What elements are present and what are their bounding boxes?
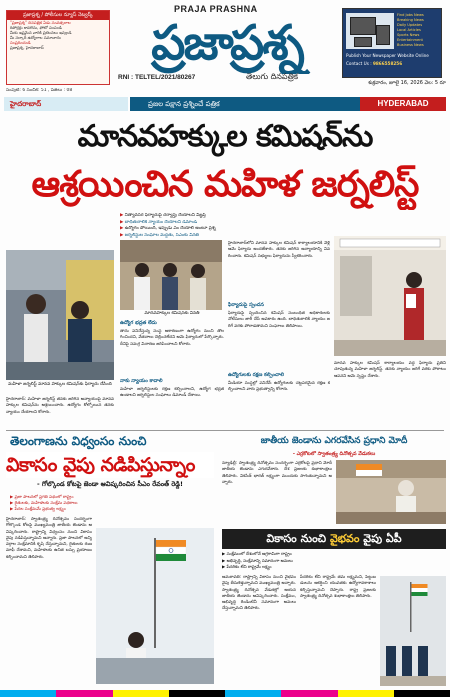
print-color-bar xyxy=(0,690,450,697)
ad-feature: Breaking News xyxy=(397,18,424,22)
modi-photo xyxy=(336,460,446,524)
brand-name-telugu: ప్రజాప్రశ్న xyxy=(151,15,303,71)
lead-headline-line-1: మానవహక్కుల కమిషన్‌ను xyxy=(77,119,373,154)
ad-contact xyxy=(346,61,402,66)
journalist-photo xyxy=(6,250,114,380)
ad-feature: Local Articles xyxy=(397,28,421,32)
brand-name-english: PRAJA PRASHNA xyxy=(174,4,258,14)
commission-photo-caption: మానవహక్కుల కమిషన్‌కు వినతి xyxy=(144,311,200,316)
ap-article-body-2: పేదరికం లేని రాష్ట్రమే తమ లక్ష్యమని, పెట్టుబడులను ఆకర్షించి యువతకు ఉద్యోగావకాశాలు కల్పిస్తున్నామని చెప్పారు. రాష్ట్ర ప్రజలకు స్వాతంత్ర్య దినోత్సవ శుభాకాంక్షలు తెలిపారు. xyxy=(300,574,376,598)
dateline: శుక్రవారం, జూలై 16, 2026 వెల: 5 రూ xyxy=(367,80,446,86)
devices-illustration xyxy=(346,13,394,49)
telangana-bullets xyxy=(10,494,214,512)
ad-contact-phone: 9866558256 xyxy=(372,61,403,66)
telangana-bullet: ▶ రైతులకు, మహిళలకు సంక్షేమ పథకాలు xyxy=(10,500,78,505)
article-body-middle: హైదరాబాద్‌లోని మానవ హక్కుల కమిషన్ కార్యాలయానికి వెళ్లి ఆమె ఫిర్యాదు అందజేశారు. తనకు జరిగిన అన్యాయాన్ని వివరించారు. కమిషన్ సభ్యులు ఫిర్యాదును స్వీకరించారు. xyxy=(228,240,330,258)
ad-feature: Business News xyxy=(397,43,424,47)
modi-headline: జాతీయ జెండాను ఎగరవేసిన ప్రధాని మోదీ xyxy=(260,436,408,446)
modi-subtitle: - ఎర్రకోటలో స్వాతంత్ర్య దినోత్సవ వేడుకలు xyxy=(292,451,376,457)
ap-parade-photo xyxy=(380,576,446,686)
issue-meta: సంపుటి: 6 సంచిక: 51 , పేజీలు : 08 xyxy=(6,88,73,93)
ap-bullet: ▶ అభివృద్ధి, సంక్షేమాన్ని సమానంగా అమలు xyxy=(222,557,293,563)
telangana-headline-top: తెలంగాణను విధ్వంసం నుంచి xyxy=(10,434,147,448)
modi-article-body: న్యూఢిల్లీ: స్వాతంత్ర్య దినోత్సవం సందర్భంగా ఎర్రకోటపై ప్రధాని మోదీ జాతీయ జెండాను ఎగురవేశారు. దేశ ప్రజలకు శుభాకాంక్షలు తెలిపారు. వికసిత్ భారత్ లక్ష్యంగా ముందుకు సాగుతున్నామని అన్నారు. xyxy=(222,460,332,484)
ad-feature: Entertainment xyxy=(397,38,423,42)
ad-cta: Publish Your Newspaper Website Online xyxy=(346,53,429,58)
section-divider xyxy=(6,430,444,431)
article-body-left: హైదరాబాద్: మహిళా జర్నలిస్ట్ తనకు జరిగిన అన్యాయంపై మానవ హక్కుల కమిషన్‌ను ఆశ్రయించారు. ఉద్యోగం కోల్పోయిన తనకు న్యాయం చేయాలని కోరారు. xyxy=(6,396,114,414)
journalist-photo-caption: మహిళా జర్నలిస్ట్ మానవ హక్కుల కమిషన్‌కు ఫిర్యాదు చేసింది xyxy=(8,382,112,387)
commission-office-photo xyxy=(334,236,446,356)
ap-headline: వికాసం నుంచి వైభవం వైపు ఏపీ xyxy=(222,529,446,549)
edition-english: HYDERABAD xyxy=(360,97,446,111)
lead-bullet: ▶ బాధితురాలికి న్యాయం చేయాలని డిమాండ్ xyxy=(120,219,198,225)
article-body-right: మానవ హక్కుల కమిషన్ కార్యాలయం వద్ద ఫిర్యాదు ప్రతిని చూపుతున్న మహిళా జర్నలిస్ట్. తనకు న్యాయం జరిగే వరకు పోరాటం ఆపనని ఆమె స్పష్టం చేశారు. xyxy=(334,360,446,378)
article-body-middle-3: మీడియా సంస్థల్లో పనిచేసే ఉద్యోగులకు చట్టపరమైన రక్షణ కల్పించాలని వారు ప్రభుత్వాన్ని కోరారు. xyxy=(228,380,330,392)
promo-line: సంప్రదించండి xyxy=(10,40,31,45)
ad-feature-list xyxy=(397,13,441,48)
ad-feature: Find Jobs News xyxy=(397,13,424,17)
promo-line: ప్రజాప్రశ్న, హైదరాబాద్ xyxy=(10,45,44,50)
tagline: ప్రజల పక్షాన ప్రశ్నించే పత్రిక xyxy=(130,97,360,111)
promo-line: మీ సర్కారీ ఉద్యోగాల సమాచారం xyxy=(10,35,61,40)
telangana-headline-banner: వికాసం వైపు నడిపిస్తున్నాం xyxy=(6,452,214,478)
ad-contact-label: Contact Us : xyxy=(346,61,372,66)
ap-bullet: ▶ పేదరికం లేని రాష్ట్రమే లక్ష్యం xyxy=(222,564,272,569)
website-ad xyxy=(342,8,442,78)
rni-number: RNI : TELTEL/2021/80267 xyxy=(118,74,196,81)
article-body-center-2: మహిళా జర్నలిస్టులకు రక్షణ కల్పించాలని, ఉద్యోగ భద్రత ఉండాలని జర్నలిస్టుల సంఘాలు డిమాండ్ చేశాయి. xyxy=(120,386,224,398)
telangana-article-body: హైదరాబాద్: స్వాతంత్ర్య దినోత్సవం సందర్భంగా గోల్కొండ కోటపై ముఖ్యమంత్రి జాతీయ జెండాను ఆవిష్కరించారు. రాష్ట్రాన్ని విధ్వంసం నుంచి వికాసం వైపు నడిపిస్తున్నామని అన్నారు. ప్రజా పాలనలో అన్ని వర్గాల సంక్షేమానికి కృషి చేస్తున్నామని, రైతులకు రుణమాఫీ చేశామని, మహిళలకు ఉచిత బస్సు ప్రయాణం కల్పించామని తెలిపారు. xyxy=(6,516,92,559)
promo-line: మీకు ఇష్టమైన వారికి ప్రకటనలు ఇవ్వండి xyxy=(10,30,72,35)
lead-bullet: ▶ నిత్యావసర ఫిర్యాదుపై దర్యాప్తు చేయాలని విజ్ఞప్తి xyxy=(120,213,206,218)
telangana-bullet: ▶ పేదల సంక్షేమమే ప్రభుత్వ లక్ష్యం xyxy=(10,506,66,511)
article-body-middle-2: ఫిర్యాదుపై స్పందించిన కమిషన్ సంబంధిత అధికారులకు నోటీసులు జారీ చేసే అవకాశం ఉంది. బాధితురాలికి న్యాయం జరిగే వరకు పోరాడతామని సంఘాలు తెలిపాయి. xyxy=(228,310,330,328)
flag-hoisting-photo xyxy=(96,528,214,684)
strap-bar xyxy=(0,95,450,113)
ad-feature: Sports News xyxy=(397,33,420,37)
telangana-bullet: ▶ ప్రజా పాలనలో ప్రగతి పథంలో రాష్ట్రం xyxy=(10,494,74,499)
ad-feature: Daily Updates xyxy=(397,23,423,27)
telangana-subtitle: - గోల్కొండ కోటపై జెండా ఆవిష్కరించిన సీఎం రేవంత్ రెడ్డి! xyxy=(37,480,183,488)
ap-article-body: అమరావతి: రాష్ట్రాన్ని వికాసం నుంచి వైభవం వైపు తీసుకెళ్తున్నామని ముఖ్యమంత్రి అన్నారు. స్వాతంత్ర్య దినోత్సవ వేడుకల్లో ఆయన జాతీయ జెండాను ఆవిష్కరించారు. సంక్షేమం, అభివృద్ధి రెండింటినీ సమానంగా అమలు చేస్తున్నామని తెలిపారు. xyxy=(222,574,296,611)
promo-line: రిపోర్టర్లు కావలెను, ఫోటో పంపండి xyxy=(10,25,62,30)
subhead: ఉద్యోగులకు రక్షణ కల్పించాలి xyxy=(228,372,285,378)
promo-box xyxy=(6,10,110,85)
promo-title: ప్రజాప్రశ్న / పోలీసుల న్యూస్ నెట్వర్క్ xyxy=(7,11,109,20)
lead-bullet: ▶ ఉద్యోగం పోయింది, ఇప్పుడు ఏం చేయాలి అంటూ ప్రశ్న xyxy=(120,226,216,232)
ap-bullet: ▶ సంక్షేమంలో దేశంలోనే అగ్రగామిగా రాష్ట్రం xyxy=(222,551,292,556)
daily-label: తెలుగు దినపత్రిక xyxy=(246,72,299,81)
ap-bullets xyxy=(222,551,446,571)
edition-city: హైదరాబాద్ xyxy=(4,97,128,111)
article-body-center: తాను పనిచేస్తున్న సంస్థ అకారణంగా ఉద్యోగం నుంచి తొలగించిందని, వేతనాలు చెల్లించలేదని ఆమె ఫిర్యాదులో పేర్కొన్నారు. దీనిపై సమగ్ర విచారణ జరిపించాలని కోరారు. xyxy=(120,328,224,346)
promo-line: "ప్రజాప్రశ్న" దినపత్రిక ఏడు సంవత్సరాల xyxy=(10,20,71,25)
commission-photo xyxy=(120,240,222,310)
subhead: ఫిర్యాదుపై స్పందన xyxy=(228,302,264,308)
lead-bullet: ▶ జర్నలిస్టుల సంఘాల మద్దతు, సీఎంకు వినతి xyxy=(120,232,199,238)
subhead: ఉద్యోగ భద్రత లేదు xyxy=(120,320,157,326)
lead-headline-line-2: ఆశ్రయించిన మహిళ జర్నలిస్ట్ xyxy=(31,164,419,205)
subhead: నాకు న్యాయం కావాలి xyxy=(120,378,163,384)
